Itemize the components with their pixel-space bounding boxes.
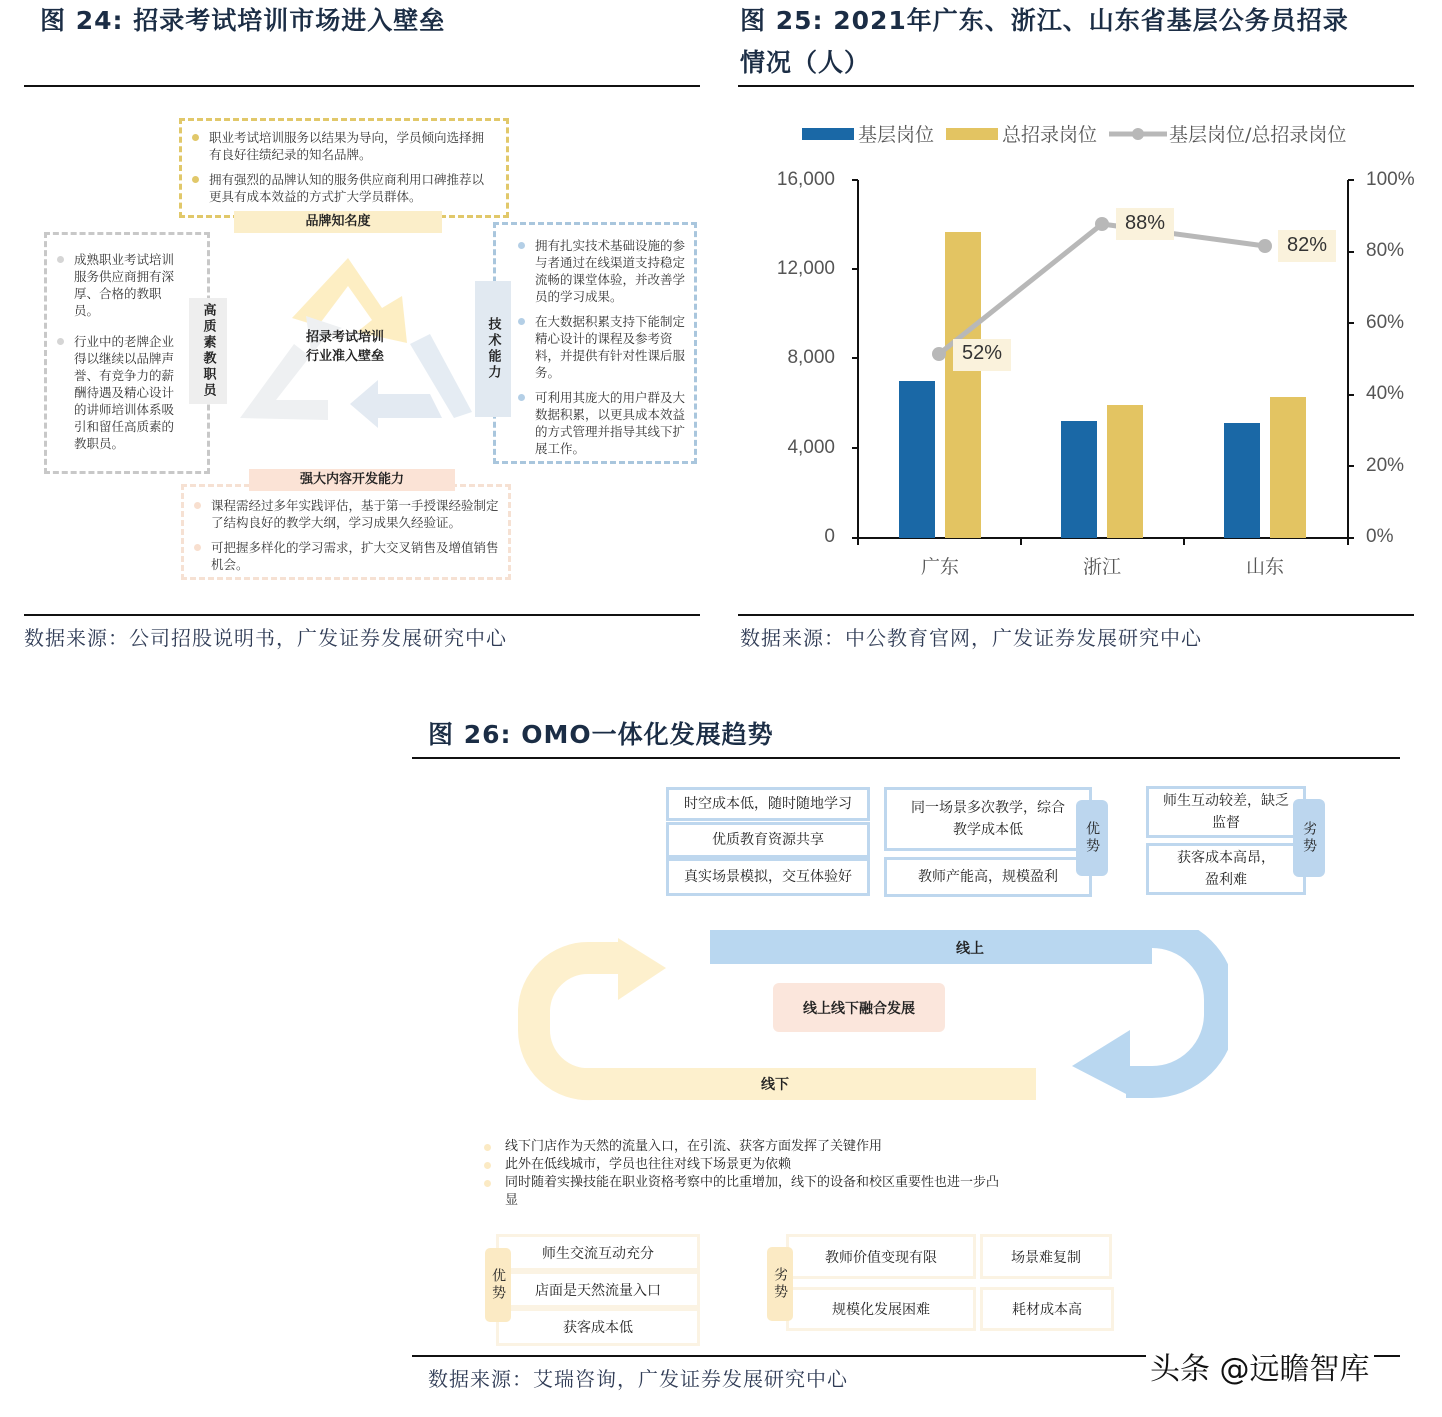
fig26-title: 图 26: OMO一体化发展趋势 <box>428 720 774 749</box>
offline-advantage-tag: 优势 <box>485 1248 511 1322</box>
y-right-tick: 60% <box>1366 312 1405 333</box>
fig24-title-rule <box>24 85 700 87</box>
fig25-title-rule <box>738 85 1414 87</box>
offline-label: 线下 <box>761 1077 789 1093</box>
offline-bullets <box>484 1138 1004 1210</box>
online-disadvantage-cell: 获客成本高昂，盈利难 <box>1146 843 1306 895</box>
brand-box <box>179 118 509 218</box>
x-category: 浙江 <box>1082 556 1121 578</box>
online-disadvantage-tag: 劣势 <box>1293 799 1325 877</box>
y-right-tick: 80% <box>1366 240 1405 261</box>
combo-chart-plot <box>840 170 1360 550</box>
online-label: 线上 <box>956 941 984 957</box>
online-advantage-tag: 优势 <box>1076 800 1108 876</box>
bar-zhejiang-total <box>1107 405 1143 538</box>
legend-swatch-yellow <box>946 128 998 140</box>
brand-bullet: 拥有强烈的品牌认知的服务供应商利用口碑推荐以更具有成本效益的方式扩大学员群体。 <box>192 171 496 205</box>
faculty-label: 高质素教职员 <box>189 298 227 404</box>
tech-bullet: 可利用其庞大的用户群及大数据积累，以更具成本效益的方式管理并指导其线下扩展工作。 <box>518 389 686 457</box>
y-left-tick: 0 <box>824 526 835 547</box>
bullet-dot-icon <box>194 544 201 551</box>
content-label: 强大内容开发能力 <box>249 469 455 491</box>
chart-legend <box>802 120 1346 147</box>
legend-label: 基层岗位/总招录岗位 <box>1169 124 1347 146</box>
tech-label: 技术能力 <box>475 281 511 417</box>
bullet-dot-icon <box>192 176 199 183</box>
y-left-tick: 4,000 <box>787 437 835 458</box>
bullet-dot-icon <box>192 134 199 141</box>
offline-disadvantage-cell: 耗材成本高 <box>980 1287 1114 1331</box>
bullet-dot-icon <box>484 1144 491 1151</box>
y-left-tick: 8,000 <box>787 347 835 368</box>
offline-bullet: 此外在低线城市，学员也往往对线下场景更为依赖 <box>484 1156 1004 1174</box>
bar-zhejiang-grassroots <box>1061 421 1097 538</box>
y-right-tick: 100% <box>1366 169 1415 190</box>
omo-center-label: 线上线下融合发展 <box>773 983 945 1032</box>
bar-guangdong-total <box>945 232 981 538</box>
fig26-source: 数据来源：艾瑞咨询，广发证券发展研究中心 <box>428 1367 848 1391</box>
y-right-tick: 0% <box>1366 526 1394 547</box>
offline-bullet: 同时随着实操技能在职业资格考察中的比重增加，线下的设备和校区重要性也进一步凸显 <box>484 1174 1004 1210</box>
online-advantage-cell: 时空成本低，随时随地学习 <box>666 787 870 821</box>
x-category: 山东 <box>1245 556 1284 578</box>
tech-bullet: 拥有扎实技术基础设施的参与者通过在线渠道支持稳定流畅的课堂体验，并改善学员的学习成果。 <box>518 237 686 305</box>
bullet-dot-icon <box>57 338 64 345</box>
fig26-title-rule <box>412 757 1400 759</box>
legend-label: 基层岗位 <box>858 124 935 146</box>
offline-disadvantage-tag: 劣势 <box>767 1247 793 1321</box>
bar-shandong-total <box>1270 397 1306 538</box>
bullet-dot-icon <box>484 1162 491 1169</box>
y-right-tick: 20% <box>1366 455 1405 476</box>
content-bullet: 课程需经过多年实践评估，基于第一手授课经验制定了结构良好的教学大纲，学习成果久经验证。 <box>194 497 500 531</box>
brand-label: 品牌知名度 <box>234 211 442 233</box>
fig25-bottom-rule <box>738 614 1414 616</box>
bar-shandong-grassroots <box>1224 423 1260 538</box>
faculty-bullet: 成熟职业考试培训服务供应商拥有深厚、合格的教职员。 <box>57 251 177 319</box>
fig24-bottom-rule <box>24 614 700 616</box>
online-advantage-cell: 同一场景多次教学，综合教学成本低 <box>884 787 1092 851</box>
fig24-title: 图 24: 招录考试培训市场进入壁垒 <box>40 6 446 35</box>
bar-guangdong-grassroots <box>899 381 935 538</box>
data-label-shandong: 82% <box>1287 234 1328 256</box>
bullet-dot-icon <box>194 502 201 509</box>
offline-disadvantage-cell: 场景难复制 <box>980 1234 1112 1279</box>
content-bullet: 可把握多样化的学习需求，扩大交叉销售及增值销售机会。 <box>194 539 500 573</box>
y-left-tick: 12,000 <box>776 258 835 279</box>
brand-bullet: 职业考试培训服务以结果为导向，学员倾向选择拥有良好往绩纪录的知名品牌。 <box>192 129 496 163</box>
faculty-box <box>44 232 210 474</box>
legend-label: 总招录岗位 <box>1002 124 1098 146</box>
data-label-guangdong: 52% <box>962 342 1003 364</box>
bullet-dot-icon <box>518 318 525 325</box>
bullet-dot-icon <box>484 1180 491 1187</box>
fig25-title-line1: 图 25: 2021年广东、浙江、山东省基层公务员招录 <box>740 6 1349 35</box>
fig24-source: 数据来源：公司招股说明书，广发证券发展研究中心 <box>24 626 507 650</box>
fig25-title-line2: 情况（人） <box>740 48 871 77</box>
watermark: 头条 @远瞻智库 <box>1146 1344 1374 1388</box>
offline-disadvantage-cell: 教师价值变现有限 <box>786 1234 976 1279</box>
fig25-source: 数据来源：中公教育官网，广发证券发展研究中心 <box>740 626 1202 650</box>
legend-swatch-blue <box>802 128 854 140</box>
online-advantage-cell: 真实场景模拟，交互体验好 <box>666 858 870 896</box>
data-label-zhejiang: 88% <box>1125 212 1166 234</box>
bullet-dot-icon <box>57 256 64 263</box>
tech-box <box>493 222 697 464</box>
x-category: 广东 <box>920 556 959 578</box>
offline-advantage-cell: 师生交流互动充分 <box>496 1234 700 1271</box>
online-advantage-cell: 教师产能高，规模盈利 <box>884 857 1092 897</box>
offline-advantage-cell: 获客成本低 <box>496 1308 700 1346</box>
barrier-center-text: 招录考试培训行业准入壁垒 <box>305 330 384 364</box>
y-right-tick: 40% <box>1366 383 1405 404</box>
faculty-bullet: 行业中的老牌企业得以继续以品牌声誉、有竞争力的薪酬待遇及精心设计的讲师培训体系吸引和留任高质素的教职员。 <box>57 333 177 452</box>
content-box <box>181 484 511 580</box>
online-advantage-cell: 优质教育资源共享 <box>666 822 870 858</box>
online-disadvantage-cell: 师生互动较差，缺乏监督 <box>1146 786 1306 838</box>
offline-disadvantage-cell: 规模化发展困难 <box>786 1287 976 1331</box>
bullet-dot-icon <box>518 242 525 249</box>
tech-bullet: 在大数据积累支持下能制定精心设计的课程及参考资料，并提供有针对性课后服务。 <box>518 313 686 381</box>
offline-bullet: 线下门店作为天然的流量入口，在引流、获客方面发挥了关键作用 <box>484 1138 1004 1156</box>
legend-line-marker-icon <box>1109 127 1167 141</box>
y-left-tick: 16,000 <box>776 169 835 190</box>
bullet-dot-icon <box>518 394 525 401</box>
offline-advantage-cell: 店面是天然流量入口 <box>496 1271 700 1308</box>
